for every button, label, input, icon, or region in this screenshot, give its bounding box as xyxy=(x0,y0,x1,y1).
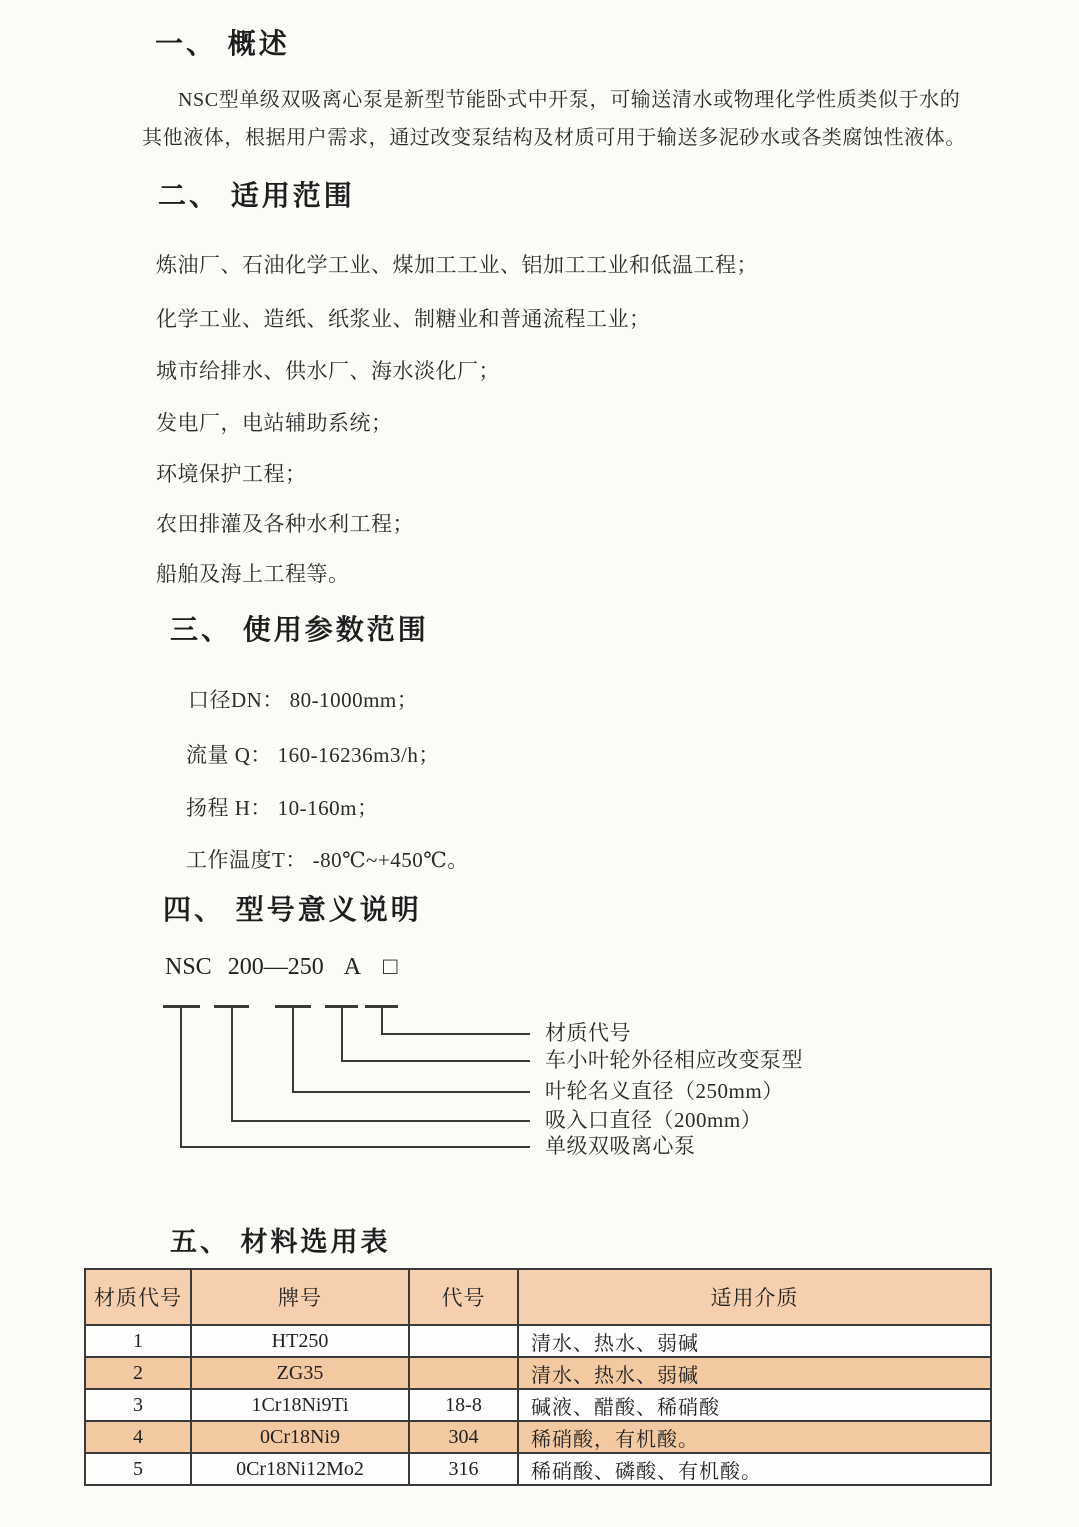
section-model-heading: 四、 型号意义说明 xyxy=(163,894,422,925)
table-cell: 稀硝酸，有机酸。 xyxy=(518,1421,991,1453)
section-parameters-heading: 三、 使用参数范围 xyxy=(170,614,429,645)
model-label-suction-diameter: 吸入口直径（200mm） xyxy=(545,1108,763,1132)
scope-item-7: 船舶及海上工程等。 xyxy=(156,562,350,586)
table-row xyxy=(85,1357,991,1389)
diagram-vline-box xyxy=(381,1005,383,1035)
table-cell: 碱液、醋酸、稀硝酸 xyxy=(518,1389,991,1421)
diagram-vline-a xyxy=(341,1005,343,1062)
diagram-hline-suction-diameter xyxy=(231,1120,530,1122)
diagram-hline-impeller-diameter xyxy=(292,1091,530,1093)
diagram-hline-pump-type xyxy=(180,1146,530,1148)
materials-table xyxy=(84,1268,992,1486)
model-code-part-series: NSC xyxy=(165,954,212,980)
scope-item-5: 环境保护工程； xyxy=(156,462,307,486)
overview-paragraph-line-1: NSC型单级双吸离心泵是新型节能卧式中开泵，可输送清水或物理化学性质类似于水的 xyxy=(178,89,961,111)
diagram-vline-nsc xyxy=(180,1005,182,1148)
model-label-impeller-diameter: 叶轮名义直径（250mm） xyxy=(545,1079,784,1103)
table-cell: 2 xyxy=(85,1357,191,1389)
model-label-impeller-trim: 车小叶轮外径相应改变泵型 xyxy=(545,1048,803,1072)
table-cell xyxy=(409,1325,518,1357)
overview-paragraph-line-2: 其他液体，根据用户需求，通过改变泵结构及材质可用于输送多泥砂水或各类腐蚀性液体。 xyxy=(142,127,966,149)
table-header-row xyxy=(85,1269,991,1325)
table-header-grade: 牌号 xyxy=(191,1269,409,1325)
table-cell: 3 xyxy=(85,1389,191,1421)
model-label-material-code: 材质代号 xyxy=(545,1021,631,1045)
section-overview-heading: 一、 概述 xyxy=(155,28,290,59)
table-header-code: 代号 xyxy=(409,1269,518,1325)
table-row xyxy=(85,1421,991,1453)
model-code xyxy=(165,954,398,981)
diagram-vline-200 xyxy=(231,1005,233,1122)
table-row xyxy=(85,1325,991,1357)
scope-item-4: 发电厂，电站辅助系统； xyxy=(156,411,393,435)
model-label-pump-type: 单级双吸离心泵 xyxy=(545,1134,696,1158)
diagram-hline-material-code xyxy=(381,1033,530,1035)
model-code-part-variant: A xyxy=(343,954,362,980)
table-cell: 1 xyxy=(85,1325,191,1357)
scope-item-2: 化学工业、造纸、纸浆业、制糖业和普通流程工业； xyxy=(156,307,651,331)
table-cell: 316 xyxy=(409,1453,518,1485)
table-cell: 4 xyxy=(85,1421,191,1453)
table-cell: 0Cr18Ni9 xyxy=(191,1421,409,1453)
diagram-vline-250 xyxy=(292,1005,294,1093)
parameter-item-head: 扬程 H： 10-160m； xyxy=(186,796,379,820)
table-row xyxy=(85,1453,991,1485)
diagram-hline-impeller-trim xyxy=(341,1060,530,1062)
table-cell: 18-8 xyxy=(409,1389,518,1421)
table-cell xyxy=(409,1357,518,1389)
table-cell: 清水、热水、弱碱 xyxy=(518,1325,991,1357)
table-cell: 稀硝酸、磷酸、有机酸。 xyxy=(518,1453,991,1485)
table-header-medium: 适用介质 xyxy=(518,1269,991,1325)
parameter-item-temperature: 工作温度T： -80℃~+450℃。 xyxy=(186,848,469,872)
table-cell: HT250 xyxy=(191,1325,409,1357)
table-cell: ZG35 xyxy=(191,1357,409,1389)
scope-item-6: 农田排灌及各种水利工程； xyxy=(156,512,414,536)
parameter-item-dn: 口径DN： 80-1000mm； xyxy=(188,688,419,712)
section-scope-heading: 二、 适用范围 xyxy=(158,180,355,211)
scope-item-3: 城市给排水、供水厂、海水淡化厂； xyxy=(156,359,500,383)
table-cell: 5 xyxy=(85,1453,191,1485)
table-header-material-code: 材质代号 xyxy=(85,1269,191,1325)
table-cell: 清水、热水、弱碱 xyxy=(518,1357,991,1389)
model-code-part-size: 200—250 xyxy=(227,954,324,980)
table-cell: 0Cr18Ni12Mo2 xyxy=(191,1453,409,1485)
parameter-item-flow: 流量 Q： 160-16236m3/h； xyxy=(186,743,440,767)
model-code-part-material-box: □ xyxy=(383,954,398,980)
table-cell: 304 xyxy=(409,1421,518,1453)
section-materials-heading: 五、 材料选用表 xyxy=(170,1227,391,1257)
table-row xyxy=(85,1389,991,1421)
scope-item-1: 炼油厂、石油化学工业、煤加工工业、铝加工工业和低温工程； xyxy=(156,253,758,277)
table-cell: 1Cr18Ni9Ti xyxy=(191,1389,409,1421)
